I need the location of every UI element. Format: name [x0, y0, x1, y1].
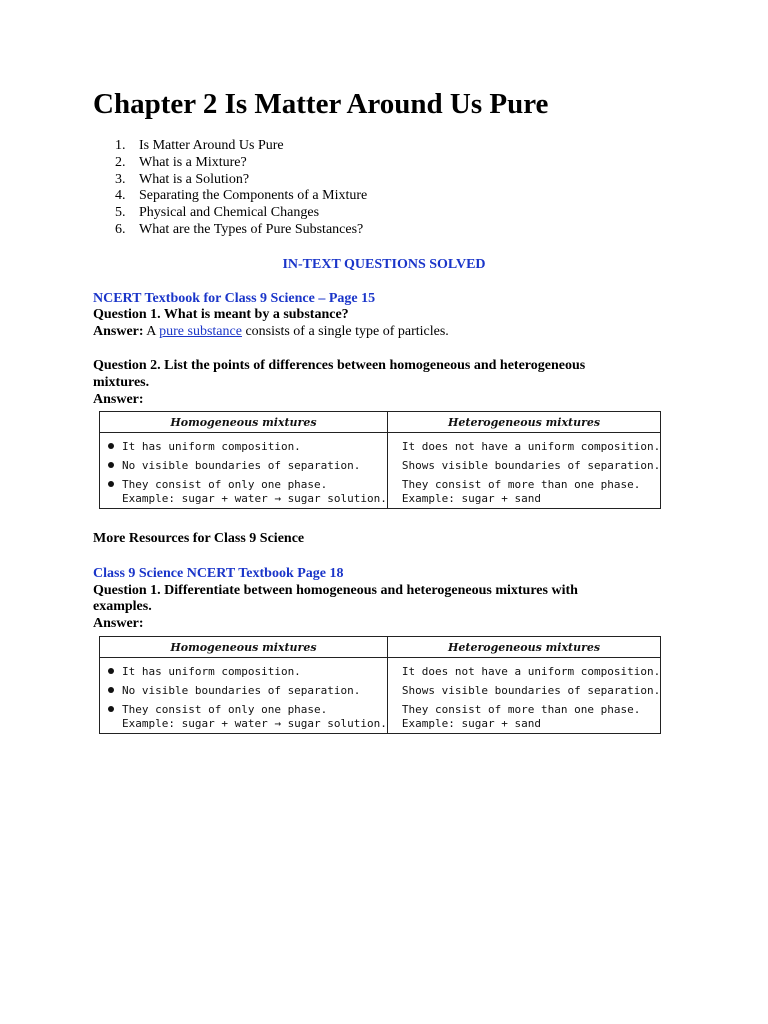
bullet-icon	[108, 706, 114, 712]
table-header-homogeneous: Homogeneous mixtures	[100, 412, 388, 433]
cell-text: Shows visible boundaries of separation.	[401, 684, 661, 697]
answer-label: Answer:	[93, 324, 144, 339]
toc-label: What is a Solution?	[139, 171, 250, 187]
toc-number: 2.	[115, 154, 126, 170]
cell-text: Example: sugar + sand	[401, 492, 541, 505]
heterogeneous-cell	[387, 433, 660, 509]
table-of-contents	[113, 138, 367, 239]
cell-text: They consist of only one phase.	[122, 703, 328, 716]
bullet-icon	[108, 481, 114, 487]
toc-item[interactable]	[113, 205, 367, 222]
toc-number: 3.	[115, 171, 126, 187]
toc-item[interactable]	[113, 172, 367, 189]
cell-text: It has uniform composition.	[122, 665, 301, 678]
cell-text: It does not have a uniform composition.	[401, 665, 661, 678]
section-heading-page15[interactable]: NCERT Textbook for Class 9 Science – Page 15	[93, 291, 376, 306]
question-2-line2: mixtures.	[93, 375, 150, 390]
answer-text: A	[143, 324, 160, 339]
table-row	[100, 456, 387, 475]
table-header-homogeneous: Homogeneous mixtures	[100, 637, 388, 658]
table-row	[388, 662, 660, 681]
toc-label: Physical and Chemical Changes	[139, 205, 320, 221]
more-resources-heading: More Resources for Class 9 Science	[93, 531, 305, 546]
cell-text: Example: sugar + sand	[401, 717, 541, 730]
table-header-heterogeneous: Heterogeneous mixtures	[387, 637, 660, 658]
bullet-icon	[108, 443, 114, 449]
bullet-icon	[108, 668, 114, 674]
toc-label: What is a Mixture?	[139, 154, 247, 170]
toc-label: Separating the Components of a Mixture	[139, 188, 368, 204]
answer-text: consists of a single type of particles.	[241, 324, 449, 339]
toc-item[interactable]	[113, 188, 367, 205]
table-row	[100, 492, 387, 506]
intext-questions-heading: IN-TEXT QUESTIONS SOLVED	[282, 257, 486, 272]
toc-label: What are the Types of Pure Substances?	[139, 221, 364, 237]
table-row	[100, 681, 387, 700]
toc-label: Is Matter Around Us Pure	[139, 138, 284, 153]
question-1-page18-line1: Question 1. Differentiate between homogeneous and heterogeneous mixtures with	[93, 583, 578, 598]
toc-number: 5.	[115, 205, 126, 221]
toc-number: 6.	[115, 221, 126, 237]
table-row	[100, 717, 387, 731]
question-1-page18-line2: examples.	[93, 599, 152, 614]
comparison-table-2	[99, 636, 661, 734]
toc-item[interactable]	[113, 138, 367, 155]
table-row	[388, 492, 660, 506]
table-row	[100, 662, 387, 681]
cell-text: Shows visible boundaries of separation.	[401, 459, 661, 472]
toc-item[interactable]	[113, 222, 367, 239]
cell-text: No visible boundaries of separation.	[122, 684, 361, 697]
answer-label-page18: Answer:	[93, 616, 144, 631]
pure-substance-link[interactable]: pure substance	[159, 324, 242, 339]
page-title: Chapter 2 Is Matter Around Us Pure	[93, 88, 549, 120]
cell-text: They consist of more than one phase.	[401, 703, 641, 716]
homogeneous-cell	[100, 658, 388, 734]
homogeneous-cell	[100, 433, 388, 509]
table-row	[388, 437, 660, 456]
comparison-table-1	[99, 411, 661, 509]
table-row	[388, 681, 660, 700]
cell-text: Example: sugar + water → sugar solution.	[122, 717, 387, 730]
cell-text: Example: sugar + water → sugar solution.	[122, 492, 387, 505]
answer-label-q2: Answer:	[93, 392, 144, 407]
toc-number: 4.	[115, 188, 126, 204]
cell-text: They consist of more than one phase.	[401, 478, 641, 491]
question-1-page15: Question 1. What is meant by a substance?	[93, 307, 349, 322]
cell-text: No visible boundaries of separation.	[122, 459, 361, 472]
table-row	[388, 456, 660, 475]
cell-text: It does not have a uniform composition.	[401, 440, 661, 453]
table-header-heterogeneous: Heterogeneous mixtures	[387, 412, 660, 433]
section-heading-page18[interactable]: Class 9 Science NCERT Textbook Page 18	[93, 566, 344, 581]
question-2-line1: Question 2. List the points of differences between homogeneous and heterogeneous	[93, 358, 586, 373]
cell-text: It has uniform composition.	[122, 440, 301, 453]
table-row	[388, 717, 660, 731]
answer-1-page15	[93, 323, 449, 340]
toc-number: 1.	[115, 138, 126, 153]
bullet-icon	[108, 687, 114, 693]
table-row	[100, 437, 387, 456]
toc-item[interactable]	[113, 155, 367, 172]
heterogeneous-cell	[387, 658, 660, 734]
cell-text: They consist of only one phase.	[122, 478, 328, 491]
bullet-icon	[108, 462, 114, 468]
